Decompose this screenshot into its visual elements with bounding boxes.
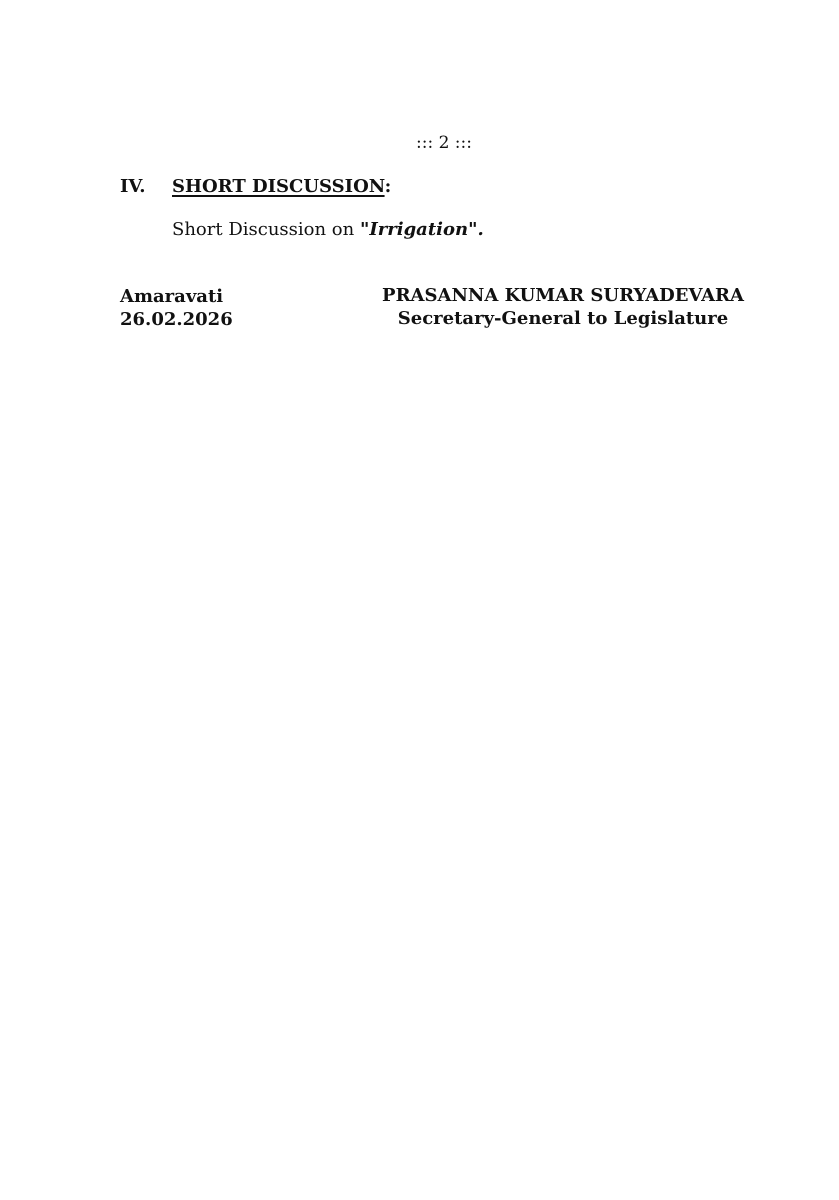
section-heading [172,174,391,200]
section-body-text: Short Discussion on [172,219,360,240]
page-number: ::: 2 ::: [416,133,472,153]
discussion-topic: "Irrigation". [359,219,484,240]
signatory-title: Secretary-General to Legislature [397,308,729,329]
section-number: IV. [120,176,146,197]
document-date: 26.02.2026 [120,309,233,330]
signatory-block [382,284,744,330]
section-heading-text: SHORT DISCUSSION [172,176,385,197]
signatory-name: PRASANNA KUMAR SURYADEVARA [382,285,744,306]
place-name: Amaravati [120,286,224,307]
section-body [172,217,484,243]
section-heading-suffix: : [384,176,392,197]
